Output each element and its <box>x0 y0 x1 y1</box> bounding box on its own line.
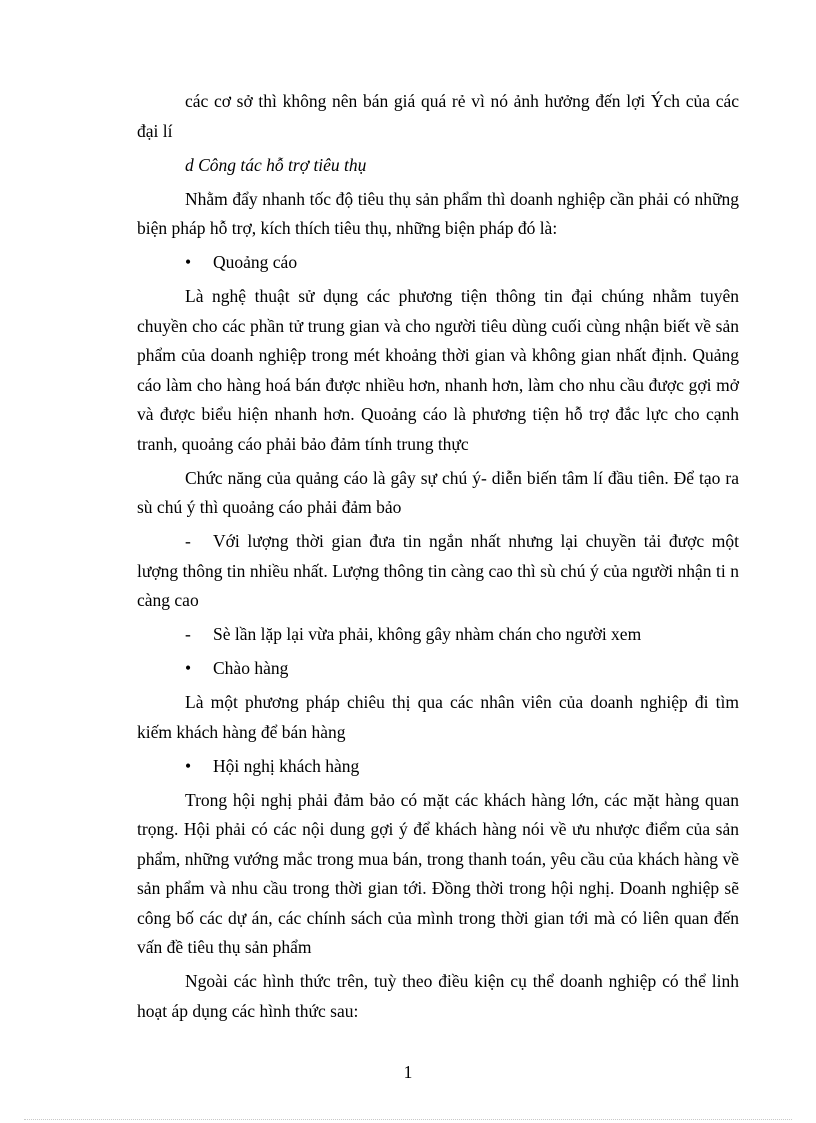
paragraph-advertising-definition: Là nghệ thuật sử dụng các phương tiện thông tin đại chúng nhằm tuyên chuyền cho các phần tử trung gian và cho người tiêu dùng cuối cùng nhận biết về sản phẩm của doanh nghiệp trong mét khoảng thời gian và không gian nhất định. Quảng cáo làm cho hàng hoá bán được nhiều hơn, nhanh hơn, làm cho nhu cầu được gợi mở và được biểu hiện nhanh hơn. Quoảng cáo là phương tiện hỗ trợ đắc lực cho cạnh tranh, quoảng cáo phải bảo đảm tính trung thực <box>137 286 739 454</box>
bullet-marker: • <box>185 252 192 272</box>
dash-marker: - <box>185 624 191 644</box>
bullet-item-customer-conference <box>137 752 739 782</box>
paragraph-continuation: các cơ sở thì không nên bán giá quá rẻ vì nó ảnh hưởng đến lợi Ých của các đại lí <box>137 91 739 141</box>
paragraph-sales-offer: Là một phương pháp chiêu thị qua các nhân viên của doanh nghiệp đi tìm kiếm khách hàng để bán hàng <box>137 692 739 742</box>
bullet-item-sales-offer <box>137 654 739 684</box>
paragraph-customer-conference: Trong hội nghị phải đảm bảo có mặt các khách hàng lớn, các mặt hàng quan trọng. Hội phải có các nội dung gợi ý để khách hàng nói về ưu nhược điểm của sản phẩm, những vướng mắc trong mua bán, trong thanh toán, yêu cầu của khách hàng về sản phẩm và nhu cầu trong thời gian tới. Đồng thời trong hội nghị. Doanh nghiệp sẽ công bố các dự án, các chính sách của mình trong thời gian tới mà có liên quan đến vấn đề tiêu thụ sản phẩm <box>137 789 739 957</box>
dash-text: Sè lần lặp lại vừa phải, không gây nhàm chán cho người xem <box>213 624 642 644</box>
paragraph-advertising-function: Chức năng của quảng cáo là gây sự chú ý- diễn biến tâm lí đầu tiên. Để tạo ra sù chú ý thì quoảng cáo phải đảm bảo <box>137 467 739 517</box>
bullet-text: Chào hàng <box>213 658 289 678</box>
dash-item-repetition <box>137 620 739 650</box>
bullet-marker: • <box>185 755 192 776</box>
bullet-text: Quoảng cáo <box>213 252 298 272</box>
paragraph-other-forms: Ngoài các hình thức trên, tuỳ theo điều kiện cụ thể doanh nghiệp có thể linh hoạt áp dụng các hình thức sau: <box>137 971 739 1021</box>
document-body <box>137 87 739 1031</box>
bullet-item-advertising <box>137 248 739 278</box>
dash-text: Với lượng thời gian đưa tin ngắn nhất nhưng lại chuyền tải được một lượng thông tin nhiều nhất. Lượng thông tin càng cao thì sù chú ý của người nhận ti n càng cao <box>137 531 739 610</box>
page-number: 1 <box>403 1062 413 1082</box>
bullet-marker: • <box>185 658 192 678</box>
page-bottom-divider <box>24 1119 792 1120</box>
dash-item-information <box>137 527 739 616</box>
dash-marker: - <box>185 531 191 551</box>
paragraph-intro: Nhằm đẩy nhanh tốc độ tiêu thụ sản phẩm thì doanh nghiệp cần phải có những biện pháp hỗ trợ, kích thích tiêu thụ, những biện pháp đó là: <box>137 188 739 238</box>
bullet-text: Hội nghị khách hàng <box>213 755 360 776</box>
section-heading: d Công tác hỗ trợ tiêu thụ <box>185 154 367 175</box>
